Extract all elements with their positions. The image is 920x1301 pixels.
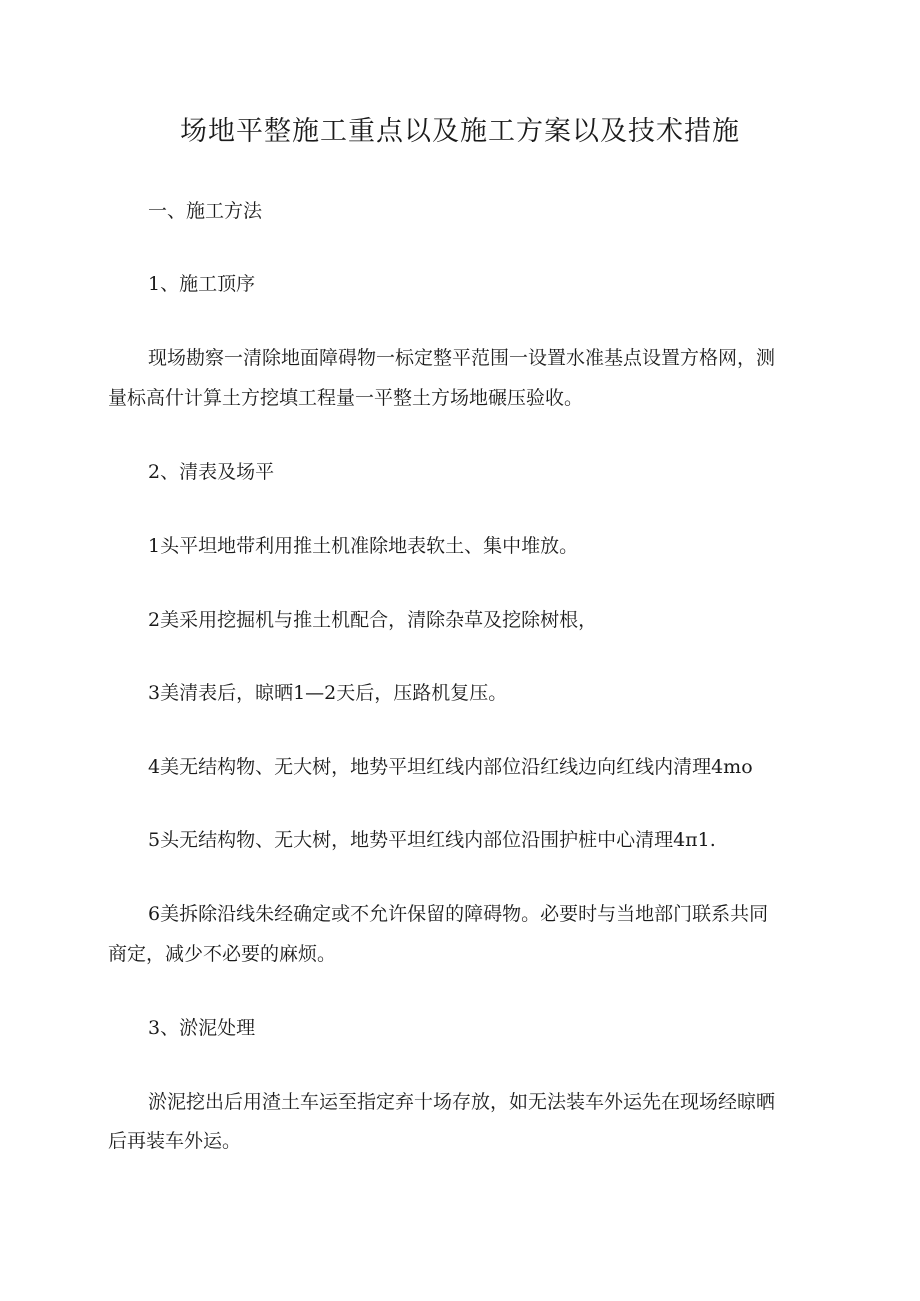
document-title: 场地平整施工重点以及施工方案以及技术措施 [180, 116, 740, 147]
paragraph-sequence-line-2: 量标高什计算土方挖填工程量一平整土方场地碾压验收。 [108, 387, 584, 409]
paragraph-sequence-line-1: 现场勘察一清除地面障碍物一标定整平范围一设置水准基点设置方格网，测 [148, 347, 776, 369]
list-item-5: 5头无结构物、无大树，地势平坦红线内部位沿围护桩中心清理4π1. [148, 829, 716, 851]
section-heading-construction-method: 一、施工方法 [148, 200, 263, 222]
list-item-1: 1头平坦地带利用推土机准除地表软土、集中堆放。 [148, 535, 579, 557]
subheading-clearing-and-leveling: 2、清表及场平 [148, 461, 275, 483]
subheading-construction-sequence: 1、施工顶序 [148, 273, 256, 295]
list-item-4: 4美无结构物、无大树，地势平坦红线内部位沿红线边向红线内清理4mo [148, 756, 753, 778]
list-item-2: 2美采用挖掘机与推土机配合，清除杂草及挖除树根， [148, 609, 598, 631]
list-item-6-line-2: 商定，减少不必要的麻烦。 [108, 943, 337, 965]
subheading-silt-treatment: 3、淤泥处理 [148, 1017, 256, 1039]
list-item-3: 3美清表后，晾晒1—2天后，压路机复压。 [148, 682, 508, 704]
list-item-6-line-1: 6美拆除沿线朱经确定或不允许保留的障碍物。必要时与当地部门联系共同 [148, 903, 769, 925]
paragraph-silt-line-1: 淤泥挖出后用渣土车运至指定弃十场存放，如无法装车外运先在现场经晾晒 [148, 1091, 776, 1113]
paragraph-silt-line-2: 后再装车外运。 [108, 1130, 242, 1152]
